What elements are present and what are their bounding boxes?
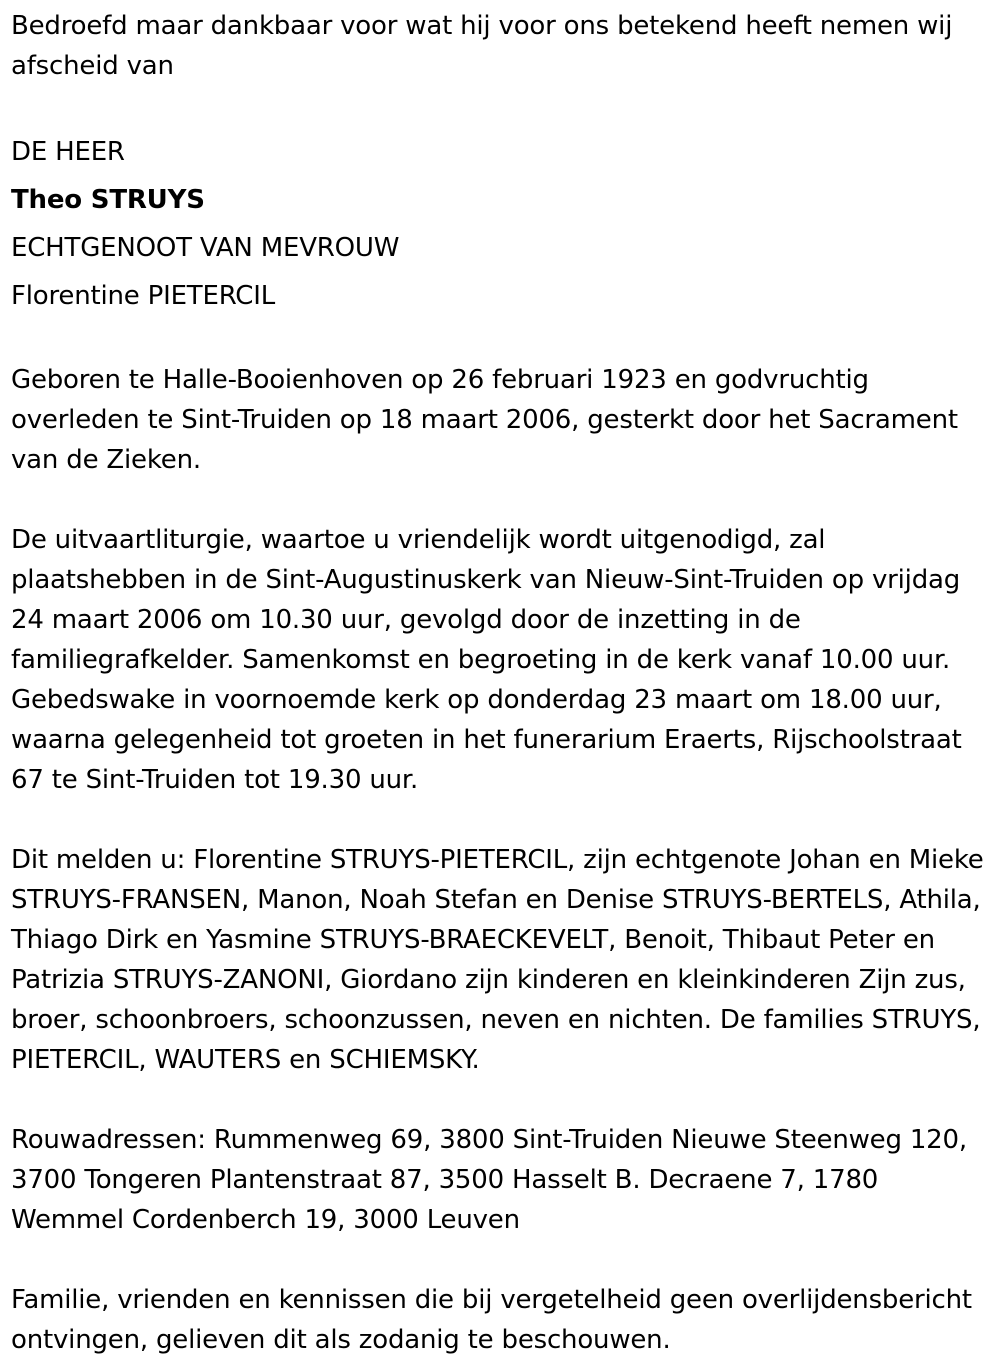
- deceased-name: Theo STRUYS: [11, 185, 205, 215]
- intro-text: Bedroefd maar dankbaar voor wat hij voor ons betekend heeft nemen wij afscheid van: [11, 11, 953, 81]
- funeral-paragraph: De uitvaartliturgie, waartoe u vriendelijk wordt uitgenodigd, zal plaatshebben in de Sint-Augustinuskerk van Nieuw-Sint-Truiden op vrijdag 24 maart 2006 om 10.30 uur, gevolgd door de inzetting in de familiegrafkelder. Samenkomst en begroeting in de kerk vanaf 10.00 uur. Gebedswake in voornoemde kerk op donderdag 23 maart om 18.00 uur, waarna gelegenheid tot groeten in het funerarium Eraerts, Rijschoolstraat 67 te Sint-Truiden tot 19.30 uur.: [11, 525, 962, 795]
- spacer: [11, 800, 996, 840]
- addresses-paragraph: Rouwadressen: Rummenweg 69, 3800 Sint-Truiden Nieuwe Steenweg 120, 3700 Tongeren Plantenstraat 87, 3500 Hasselt B. Decraene 7, 1780 Wemmel Cordenberch 19, 3000 Leuven: [11, 1125, 967, 1235]
- spacer: [11, 86, 996, 126]
- honorific: DE HEER: [11, 137, 125, 167]
- spouse-label: ECHTGENOOT VAN MEVROUW: [11, 233, 400, 263]
- spacer: [11, 320, 996, 360]
- family-paragraph: Dit melden u: Florentine STRUYS-PIETERCIL, zijn echtgenote Johan en Mieke STRUYS-FRANSEN, Manon, Noah Stefan en Denise STRUYS-BERTELS, Athila, Thiago Dirk en Yasmine STRUYS-BRAECKEVELT, Benoit, Thibaut Peter en Patrizia STRUYS-ZANONI, Giordano zijn kinderen en kleinkinderen Zijn zus, broer, schoonbroers, schoonzussen, neven en nichten. De families STRUYS, PIETERCIL, WAUTERS en SCHIEMSKY.: [11, 845, 984, 1075]
- spacer: [11, 480, 996, 520]
- spacer: [11, 1080, 996, 1120]
- spacer: [11, 1240, 996, 1280]
- obituary-notice: [11, 6, 996, 1360]
- closing-paragraph: Familie, vrienden en kennissen die bij vergetelheid geen overlijdensbericht ontvingen, gelieven dit als zodanig te beschouwen.: [11, 1285, 972, 1355]
- spouse-name: Florentine PIETERCIL: [11, 281, 275, 311]
- birth-death-paragraph: Geboren te Halle-Booienhoven op 26 februari 1923 en godvruchtig overleden te Sint-Truiden op 18 maart 2006, gesterkt door het Sacrament van de Zieken.: [11, 365, 958, 475]
